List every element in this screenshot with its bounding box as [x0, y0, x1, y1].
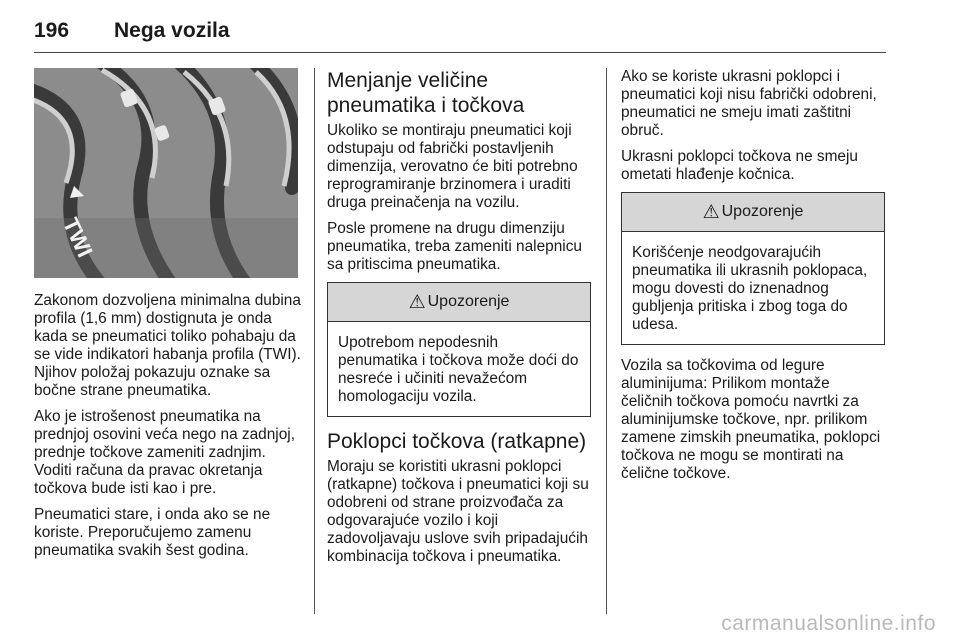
paragraph: Ako se koriste ukrasni poklopci i pneumatici koji nisu fabrički odobreni, pneumatici ne smeju imati zaštitni obruč. [621, 68, 877, 139]
chapter-title: Nega vozila [114, 19, 230, 42]
warning-header [622, 193, 884, 232]
warning-box [327, 282, 591, 417]
warning-title: Upozorenje [427, 293, 510, 310]
section-heading: Poklopci točkova (ratkapne) [327, 430, 587, 453]
warning-title: Upozorenje [721, 203, 804, 220]
watermark: carmanualsonline.info [721, 612, 936, 635]
column-left [34, 68, 302, 568]
column-divider [606, 68, 607, 614]
paragraph: Pneumatici stare, i onda ako se ne koriste. Preporučujemo zamenu pneumatika svakih šest godina. [34, 506, 271, 559]
paragraph: Vozila sa točkovima od legure aluminijuma: Prilikom montaže čeličnih točkova pomoću navrtki za aluminijumske točkove, npr. prilikom zamene zimskih pneumatika, poklopci točkova ne mogu se montirati na čelične točkove. [621, 357, 881, 482]
warning-box [621, 192, 885, 345]
column-right [621, 68, 885, 491]
twi-label: TWI [57, 213, 98, 261]
tire-tread-illustration [34, 68, 298, 278]
paragraph: Ukoliko se montiraju pneumatici koji odstupaju od fabrički postavljenih dimenzija, verovatno će biti potrebno reprogramiranje brzinomera i uraditi druga preinačenja na vozilu. [327, 122, 578, 211]
warning-header [328, 283, 590, 322]
paragraph: Posle promene na drugu dimenziju pneumatika, treba zameniti nalepnicu sa pritiscima pneumatika. [327, 220, 582, 273]
section-heading: Menjanje veličine pneumatika i točkova [327, 69, 525, 117]
column-divider [314, 68, 315, 614]
paragraph: Ako je istrošenost pneumatika na prednjoj osovini veća nego na zadnjoj, prednje točkove zameniti zadnjim. Voditi računa da pravac okretanja točkova bude isti kao i pre. [34, 408, 295, 497]
warning-icon: ⚠ [702, 201, 720, 223]
page-header [34, 8, 886, 53]
page-number: 196 [34, 19, 70, 42]
paragraph: Zakonom dozvoljena minimalna dubina profila (1,6 mm) dostignuta je onda kada se pneumatici toliko pohabaju da se vide indikatori habanja profila (TWI). Njihov položaj pokazuju oznake sa bočne strane pneumatika. [34, 292, 301, 399]
paragraph: Ukrasni poklopci točkova ne smeju ometati hlađenje kočnica. [621, 148, 858, 183]
warning-icon: ⚠ [408, 291, 426, 313]
column-middle [327, 68, 591, 574]
paragraph: Moraju se koristiti ukrasni poklopci (ratkapne) točkova i pneumatici koji su odobreni od strane proizvođača za odgovarajuće vozilo i koji zadovoljavaju uslove svih pripadajućih kombinacija točkova i pneumatika. [327, 458, 589, 565]
warning-text: Upotrebom nepodesnih penumatika i točkova može doći do nesreće i učiniti nevažećom homologaciju vozila. [338, 334, 579, 405]
warning-text: Korišćenje neodgovarajućih pneumatika ili ukrasnih poklopaca, mogu dovesti do iznenadnog gubljenja pritiska i zbog toga do udesa. [632, 244, 868, 333]
